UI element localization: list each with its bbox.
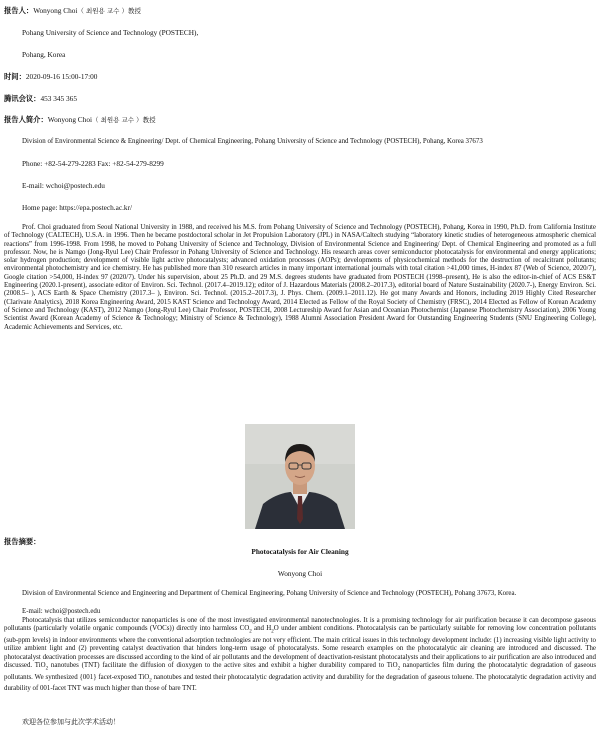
abstract-body-text-3: O under ambient conditions. Photocatalysis can be particularly suitable for removing low concentration pollutants (sub-ppm levels) in indoor environments where the conventional adsorption technologies are not very efficient. The main critical issues in this technology development include: (1) increasing visible light activity to utilize ambient light and (2) preventing catalyst deactivation that hinders long-term usage of photocatalysts. Some research examples on the photocatalytic air cleaning are introduced and discussed. The photocatalyst deactivation processes are discussed according to the kind of air pollutants and the development of deactivation-resistant photocatalysts and their applications to air purification are also introduced and discussed. TiO xyxy=(4,625,596,669)
abstract-sub-tio2-b: 2 xyxy=(397,666,401,672)
abstract-email: E-mail: wchoi@postech.edu xyxy=(22,608,101,615)
bio-phone: Phone: +82-54-279-2283 Fax: +82-54-279-8299 xyxy=(22,159,164,168)
bio-name: Wonyong Choi xyxy=(47,115,92,124)
abstract-sub-tio2-a: 2 xyxy=(45,666,49,672)
speaker-korean-name: （ 최원용 교수 ）教授 xyxy=(77,7,141,15)
meeting-label: 腾讯会议： xyxy=(4,94,41,103)
abstract-body-text-6: nanotubes and tested their photocatalytic degradation activity and durability for the degradation of gaseous toluene. The photocatalytic degradation activity and durability of 001-facet TNT was much higher than those of bare TNT. xyxy=(4,673,596,693)
abstract-author: Wonyong Choi xyxy=(277,569,323,578)
speaker-label: 报告人： xyxy=(4,6,34,15)
abstract-body xyxy=(4,617,596,694)
bio-division: Division of Environmental Science & Engineering/ Dept. of Chemical Engineering, Pohang University of Science and Technology (POSTECH), Pohang, Korea 37673 xyxy=(22,138,483,145)
speaker-location: Pohang, Korea xyxy=(22,50,66,59)
abstract-sub-h2o: 2 xyxy=(271,629,274,635)
meeting-id: 453 345 365 xyxy=(40,94,77,103)
meeting-line xyxy=(4,94,77,103)
speaker-line xyxy=(4,6,141,16)
abstract-affiliation: Division of Environmental Science and Engineering and Department of Chemical Engineering, Pohang University of Science and Technology (POSTECH), Pohang 37673, Korea. xyxy=(22,590,517,597)
abstract-sub-tio2-c: 2 xyxy=(149,677,152,683)
bio-korean-name: （ 최원용 교수 ）教授 xyxy=(92,116,156,124)
bio-homepage: Home page: https://epa.postech.ac.kr/ xyxy=(22,203,133,212)
time-label: 时间： xyxy=(4,72,26,81)
bio-paragraph: Prof. Choi graduated from Seoul National University in 1988, and received his M.S. from Pohang University of Science and Technology (POSTECH), Pohang, Korea in 1990, Ph.D. from California Institute of Technology (CALTECH), U.S.A. in 1996. Then he became postdoctoral scholar in Jet Propulsion Laboratory (JPL) in NASA/Caltech studying “laboratory kinetic studies of heterogeneous atmospheric chemical reactions” from 1996-1998. From 1998, he moved to Pohang University of Science and Technology, Division of Environmental Science and Engineering/ Dept. of Chemical Engineering and promoted as a full professor. Now, he is Namgo (Jong-Ryul Lee) Chair Professor in Pohang University of Science and Technology. His research areas cover semiconductor photocatalysis for environmental and energy applications; solar hydrogen production; development of visible light active photocatalysts; advanced oxidation processes (AOPs); developments of physicochemical methods for the destruction of recalcitrant pollutants; environmental photochemistry and ice chemistry. He has published more than 310 research articles in many important international journals with total citation >41,000 times, H-index 87 (Web of Science, 2020/7), Google citation >54,000, H-index 97 (2020/7). Under his supervision, about 25 Ph.D. and 29 M.S. degrees students have graduated from POSTECH (1998–present), He is also the editor-in-chief of ACS ES&T Engineering (2020.1-present), associate editor of Environ. Sci. Technol. (2017.4–2019.12); editor of J. Hazardous Materials (2008.2–2017.3), editorial board of Nature Sustainability (2020.7-), Energy Environ. Sci. (2008.5– ), ACS Earth & Space Chemistry (2017.3– ), Environ. Sci. Technol. (2015.2–2017.3), J. Phys. Chem. (2009.1–2011.12). He got many Awards and Honors, including 2019 Highly Cited Researcher (Clarivate Analytics), 2018 Korea Engineering Award, 2015 KAST Science and Technology Award, 2014 Elected as Fellow of the Royal Society of Chemistry (FRSC), 2014 Elected as Fellow of Korean Academy of Science and Technology (KAST), 2012 Namgo (Jong-Ryul Lee) Chair Professor, POSTECH, 2008 Lectureship Award for Asian and Oceanian Photochemist (Japanese Photochemistry Association), 2006 Young Scientist Award (Korean Academy of Science & Technology; Ministry of Science & Technology), 1988 Alumni Association President Award for Outstanding Engineering Students (SNU Engineering College), Academic Achievements and Services, etc. xyxy=(4,224,596,331)
abstract-body-text-5: nanoparticles film during the photocatalytic degradation of gaseous pollutants. We synthesized {001} facet-exposed TiO xyxy=(4,661,596,681)
abstract-body-text-4: nanotubes (TNT) facilitate the diffusion of dioxygen to the active sites and exhibit a higher durability compared to TiO xyxy=(48,661,398,669)
bio-email: E-mail: wchoi@postech.edu xyxy=(22,181,105,190)
abstract-body-text-1: Photocatalysis that utilizes semiconductor nanoparticles is one of the most investigated environmental nanotechnologies. It is a promising technology for air purification because it can decompose gaseous pollutants (particularly volatile organic compounds (VOCs)) directly into harmless CO xyxy=(4,617,596,633)
welcome-note: 欢迎各位参加与此次学术活动！ xyxy=(22,718,120,726)
speaker-name: Wonyong Choi xyxy=(33,6,78,15)
abstract-title: Photocatalysis for Air Cleaning xyxy=(251,547,349,556)
abstract-heading-line xyxy=(4,537,40,546)
portrait-illustration xyxy=(245,424,355,529)
abstract-sub-co2: 2 xyxy=(249,629,252,635)
abstract-label: 报告摘要： xyxy=(4,537,41,546)
time-line xyxy=(4,72,97,81)
speaker-affiliation: Pohang University of Science and Technology (POSTECH), xyxy=(22,28,199,37)
bio-heading-line xyxy=(4,115,156,125)
abstract-body-text-2: and H xyxy=(251,625,272,633)
time-value: 2020-09-16 15:00-17:00 xyxy=(25,72,98,81)
speaker-portrait-photo xyxy=(245,424,355,529)
bio-label: 报告人简介： xyxy=(4,115,48,124)
